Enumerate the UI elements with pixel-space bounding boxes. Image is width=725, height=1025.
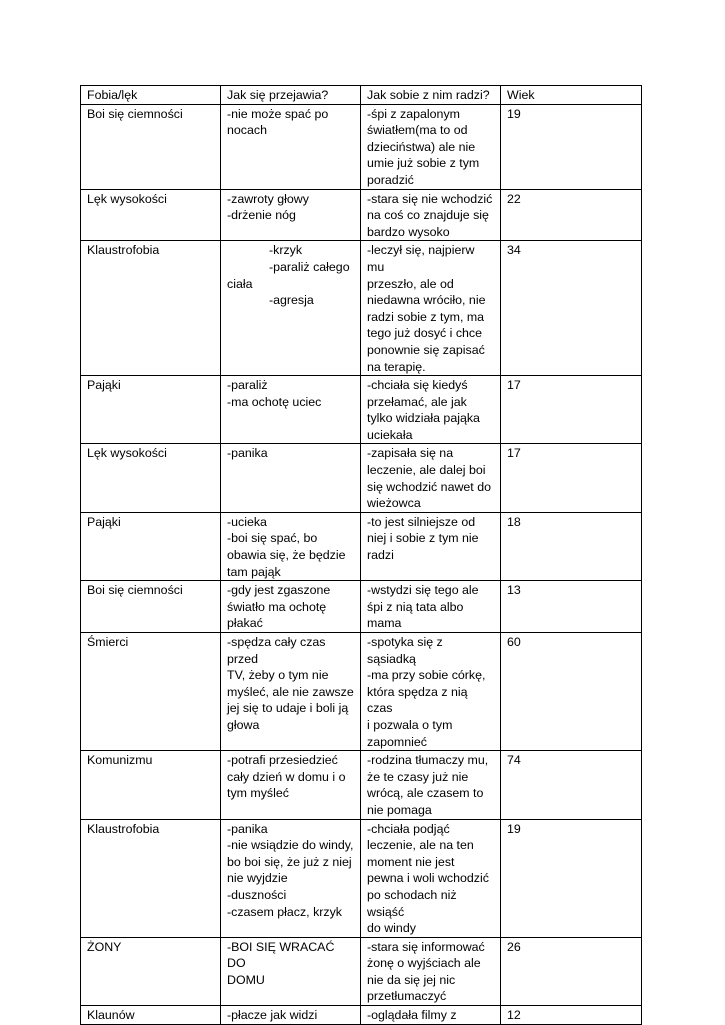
table-row [81, 751, 642, 819]
table-row [81, 937, 642, 1005]
table-row [81, 241, 642, 376]
cell-coping: -zapisała się na leczenie, ale dalej boi się wchodzić nawet do wieżowca [361, 444, 501, 512]
cell-coping: -stara się informować żonę o wyjściach ale nie da się jej nic przetłumaczyć [361, 937, 501, 1005]
cell-manifestation [221, 633, 361, 751]
manifestation-line: -krzyk [269, 243, 303, 258]
manifestation-line: -paraliż całego [269, 259, 350, 274]
cell-manifestation [221, 241, 361, 376]
manifestation-line: TV, żeby o tym nie [227, 668, 329, 683]
manifestation-line: myśleć, ale nie zawsze [227, 684, 354, 699]
cell-phobia: Lęk wysokości [81, 444, 221, 512]
cell-phobia: Boi się ciemności [81, 581, 221, 633]
manifestation-line: -panika [227, 446, 268, 461]
cell-age: 19 [501, 104, 642, 189]
cell-phobia: Klaustrofobia [81, 241, 221, 376]
cell-age: 12 [501, 1006, 642, 1025]
manifestation-line: -nie może spać po [227, 106, 329, 121]
cell-age: 60 [501, 633, 642, 751]
cell-coping: -rodzina tłumaczy mu, że te czasy już nie wrócą, ale czasem to nie pomaga [361, 751, 501, 819]
manifestation-line: -ma ochotę uciec [227, 394, 322, 409]
manifestation-line: -BOI SIĘ WRACAĆ DO [227, 939, 335, 971]
cell-age: 17 [501, 444, 642, 512]
phobia-table [80, 85, 642, 1025]
cell-age: 13 [501, 581, 642, 633]
manifestation-line: nie wyjdzie [227, 871, 288, 886]
cell-manifestation [221, 1006, 361, 1025]
manifestation-line: -boi się spać, bo [227, 531, 318, 546]
manifestation-line: -spędza cały czas przed [227, 635, 326, 666]
table-row [81, 633, 642, 751]
table-row [81, 189, 642, 241]
manifestation-line: cały dzień w domu i o [227, 769, 346, 784]
cell-manifestation [221, 751, 361, 819]
header-row [81, 86, 642, 105]
manifestation-line: tym myśleć [227, 786, 289, 801]
manifestation-line: jej się to udaje i boli ją [227, 701, 349, 716]
manifestation-line: głowa [227, 717, 260, 732]
header-coping: Jak sobie z nim radzi? [361, 86, 501, 105]
cell-coping: -chciała się kiedyś przełamać, ale jak tylko widziała pająka uciekała [361, 376, 501, 444]
cell-phobia: Komunizmu [81, 751, 221, 819]
cell-coping: -wstydzi się tego ale śpi z nią tata albo mama [361, 581, 501, 633]
table-row [81, 444, 642, 512]
cell-age: 22 [501, 189, 642, 241]
header-phobia: Fobia/lęk [81, 86, 221, 105]
cell-coping: -to jest silniejsze od niej i sobie z tym nie radzi [361, 512, 501, 580]
cell-phobia: Klaustrofobia [81, 819, 221, 937]
table-row [81, 376, 642, 444]
manifestation-line: nocach [227, 123, 267, 138]
header-manifestation: Jak się przejawia? [221, 86, 361, 105]
manifestation-line: -nie wsiądzie do windy, [227, 838, 354, 853]
cell-manifestation [221, 937, 361, 1005]
cell-phobia: Lęk wysokości [81, 189, 221, 241]
manifestation-line: -drżenie nóg [227, 208, 296, 223]
cell-coping: -oglądała filmy z [361, 1006, 501, 1025]
table-body [81, 104, 642, 1024]
manifestation-line: -potrafi przesiedzieć [227, 753, 338, 768]
manifestation-line: tam pająk [227, 564, 281, 579]
cell-manifestation [221, 376, 361, 444]
cell-manifestation [221, 189, 361, 241]
cell-phobia: ŻONY [81, 937, 221, 1005]
table-row [81, 819, 642, 937]
manifestation-line: -płacze jak widzi [227, 1008, 318, 1023]
manifestation-line: -panika [227, 821, 268, 836]
cell-age: 26 [501, 937, 642, 1005]
cell-coping: -śpi z zapalonym światłem(ma to od dzieciństwa) ale nie umie już sobie z tym poradzić [361, 104, 501, 189]
cell-phobia: Pająki [81, 376, 221, 444]
manifestation-line: -czasem płacz, krzyk [227, 904, 342, 919]
cell-age: 74 [501, 751, 642, 819]
cell-coping: -stara się nie wchodzić na coś co znajduje się bardzo wysoko [361, 189, 501, 241]
cell-phobia: Śmierci [81, 633, 221, 751]
cell-manifestation [221, 581, 361, 633]
manifestation-line: obawia się, że będzie [227, 548, 346, 563]
table-row [81, 104, 642, 189]
cell-manifestation [221, 444, 361, 512]
table-row [81, 1006, 642, 1025]
cell-age: 19 [501, 819, 642, 937]
manifestation-line: -duszności [227, 887, 287, 902]
cell-age: 34 [501, 241, 642, 376]
table-header [81, 86, 642, 105]
cell-phobia: Klaunów [81, 1006, 221, 1025]
manifestation-line: -ucieka [227, 514, 267, 529]
manifestation-line: -zawroty głowy [227, 191, 309, 206]
cell-age: 17 [501, 376, 642, 444]
table-row [81, 512, 642, 580]
cell-manifestation [221, 512, 361, 580]
cell-coping: -spotyka się z sąsiadką -ma przy sobie córkę, która spędza z nią czas i pozwala o tym zapomnieć [361, 633, 501, 751]
cell-phobia: Pająki [81, 512, 221, 580]
manifestation-line: płakać [227, 616, 263, 631]
manifestation-line: -gdy jest zgaszone [227, 583, 331, 598]
manifestation-line: -agresja [269, 293, 314, 308]
header-age: Wiek [501, 86, 642, 105]
cell-manifestation [221, 819, 361, 937]
table-row [81, 581, 642, 633]
manifestation-line: bo boi się, że już z niej [227, 854, 352, 869]
manifestation-line: światło ma ochotę [227, 599, 327, 614]
manifestation-line: ciała [227, 276, 253, 291]
manifestation-line: -paraliż [227, 378, 268, 393]
cell-coping: -chciała podjąć leczenie, ale na ten moment nie jest pewna i woli wchodzić po schodach niż wsiąść do windy [361, 819, 501, 937]
cell-manifestation [221, 104, 361, 189]
manifestation-line: DOMU [227, 972, 265, 987]
cell-age: 18 [501, 512, 642, 580]
cell-coping: -leczył się, najpierw mu przeszło, ale od niedawna wróciło, nie radzi sobie z tym, ma tego już dosyć i chce ponownie się zapisać na terapię. [361, 241, 501, 376]
cell-phobia: Boi się ciemności [81, 104, 221, 189]
